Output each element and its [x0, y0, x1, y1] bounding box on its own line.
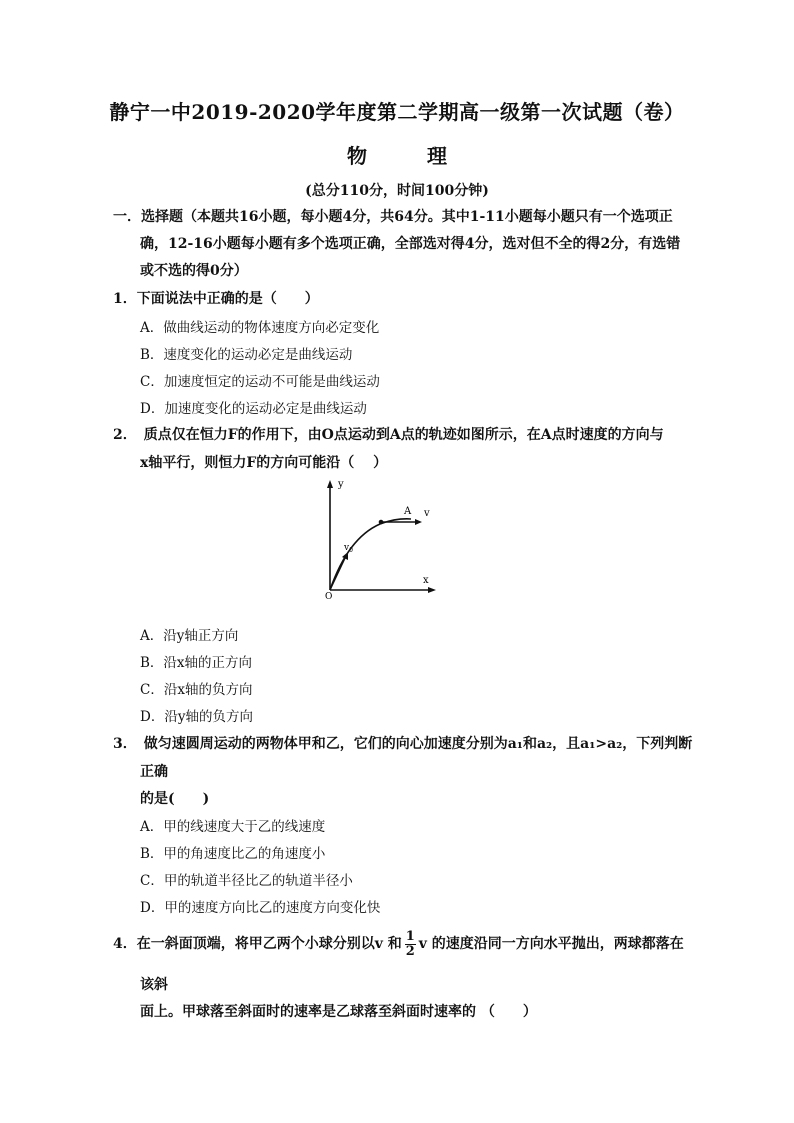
trajectory-figure	[318, 478, 443, 600]
q4-stem-line3: 面上。甲球落至斜面时的速率是乙球落至斜面时速率的 （ ）	[140, 1004, 537, 1020]
q3-option-c: C．甲的轨道半径比乙的轨道半径小	[140, 873, 353, 889]
initial-velocity-label-v: v	[344, 543, 350, 553]
subject-title	[0, 140, 794, 169]
subject-char-1: 物	[347, 144, 367, 168]
initial-velocity-label-sub: 0	[349, 547, 353, 554]
x-axis-label: x	[423, 575, 429, 586]
q3-stem-line2: 正确	[140, 764, 168, 780]
trajectory-curve	[330, 519, 411, 590]
q2-option-c: C．沿x轴的负方向	[140, 682, 253, 698]
q2-stem-line2: x轴平行，则恒力F的方向可能沿（ ）	[140, 455, 388, 471]
fraction-denominator: 2	[405, 943, 415, 959]
initial-velocity-arrow	[330, 556, 346, 590]
fraction-numerator: 1	[405, 929, 415, 944]
section-heading-line1: 一．选择题（本题共16小题，每小题4分，共64分。其中1-11小题每小题只有一个选项正	[113, 209, 673, 225]
one-half-fraction	[405, 930, 416, 958]
exam-title: 静宁一中2019-2020学年度第二学期高一级第一次试题（卷）	[109, 100, 685, 124]
q3-stem-line1: 3． 做匀速圆周运动的两物体甲和乙，它们的向心加速度分别为a₁和a₂，且a₁>a₂，下列判断	[113, 736, 693, 752]
origin-label: O	[325, 592, 333, 600]
q2-option-d: D．沿y轴的负方向	[140, 709, 253, 725]
section-heading-line2: 确，12-16小题每小题有多个选项正确，全部选对得4分，选对但不全的得2分，有选错	[140, 236, 681, 252]
velocity-a-arrowhead	[415, 519, 422, 525]
q3-stem-line3: 的是( )	[140, 791, 210, 807]
q4-stem-part-a: 4．在一斜面顶端，将甲乙两个小球分别以v 和	[113, 936, 402, 953]
initial-velocity-label	[343, 543, 353, 554]
q1-option-a: A．做曲线运动的物体速度方向必定变化	[140, 320, 380, 336]
y-axis-label: y	[338, 479, 344, 490]
q4-stem-line2: 该斜	[140, 977, 168, 993]
q3-option-b: B．甲的角速度比乙的角速度小	[140, 846, 326, 862]
q4-stem-part-b: v 的速度沿同一方向水平抛出，两球都落在	[418, 936, 684, 953]
q2-stem-line1: 2． 质点仅在恒力F的作用下，由O点运动到A点的轨迹如图所示，在A点时速度的方向与	[113, 427, 664, 443]
point-a-label: A	[404, 506, 412, 517]
subject-char-2: 理	[427, 144, 447, 168]
q1-option-c: C．加速度恒定的运动不可能是曲线运动	[140, 374, 380, 390]
q2-option-a: A．沿y轴正方向	[140, 628, 239, 644]
q3-option-a: A．甲的线速度大于乙的线速度	[140, 819, 326, 835]
x-axis-arrow	[428, 587, 436, 593]
q1-option-d: D．加速度变化的运动必定是曲线运动	[140, 401, 367, 417]
q2-option-b: B．沿x轴的正方向	[140, 655, 253, 671]
q3-option-d: D．甲的速度方向比乙的速度方向变化快	[140, 900, 381, 916]
q1-stem: 1．下面说法中正确的是（ ）	[113, 291, 319, 307]
q1-option-b: B．速度变化的运动必定是曲线运动	[140, 347, 353, 363]
section-heading-line3: 或不选的得0分）	[140, 263, 248, 279]
velocity-label: v	[424, 508, 430, 519]
exam-info: (总分110分，时间100分钟)	[305, 183, 489, 199]
q4-stem-line1	[113, 930, 684, 958]
y-axis-arrow	[327, 480, 333, 488]
